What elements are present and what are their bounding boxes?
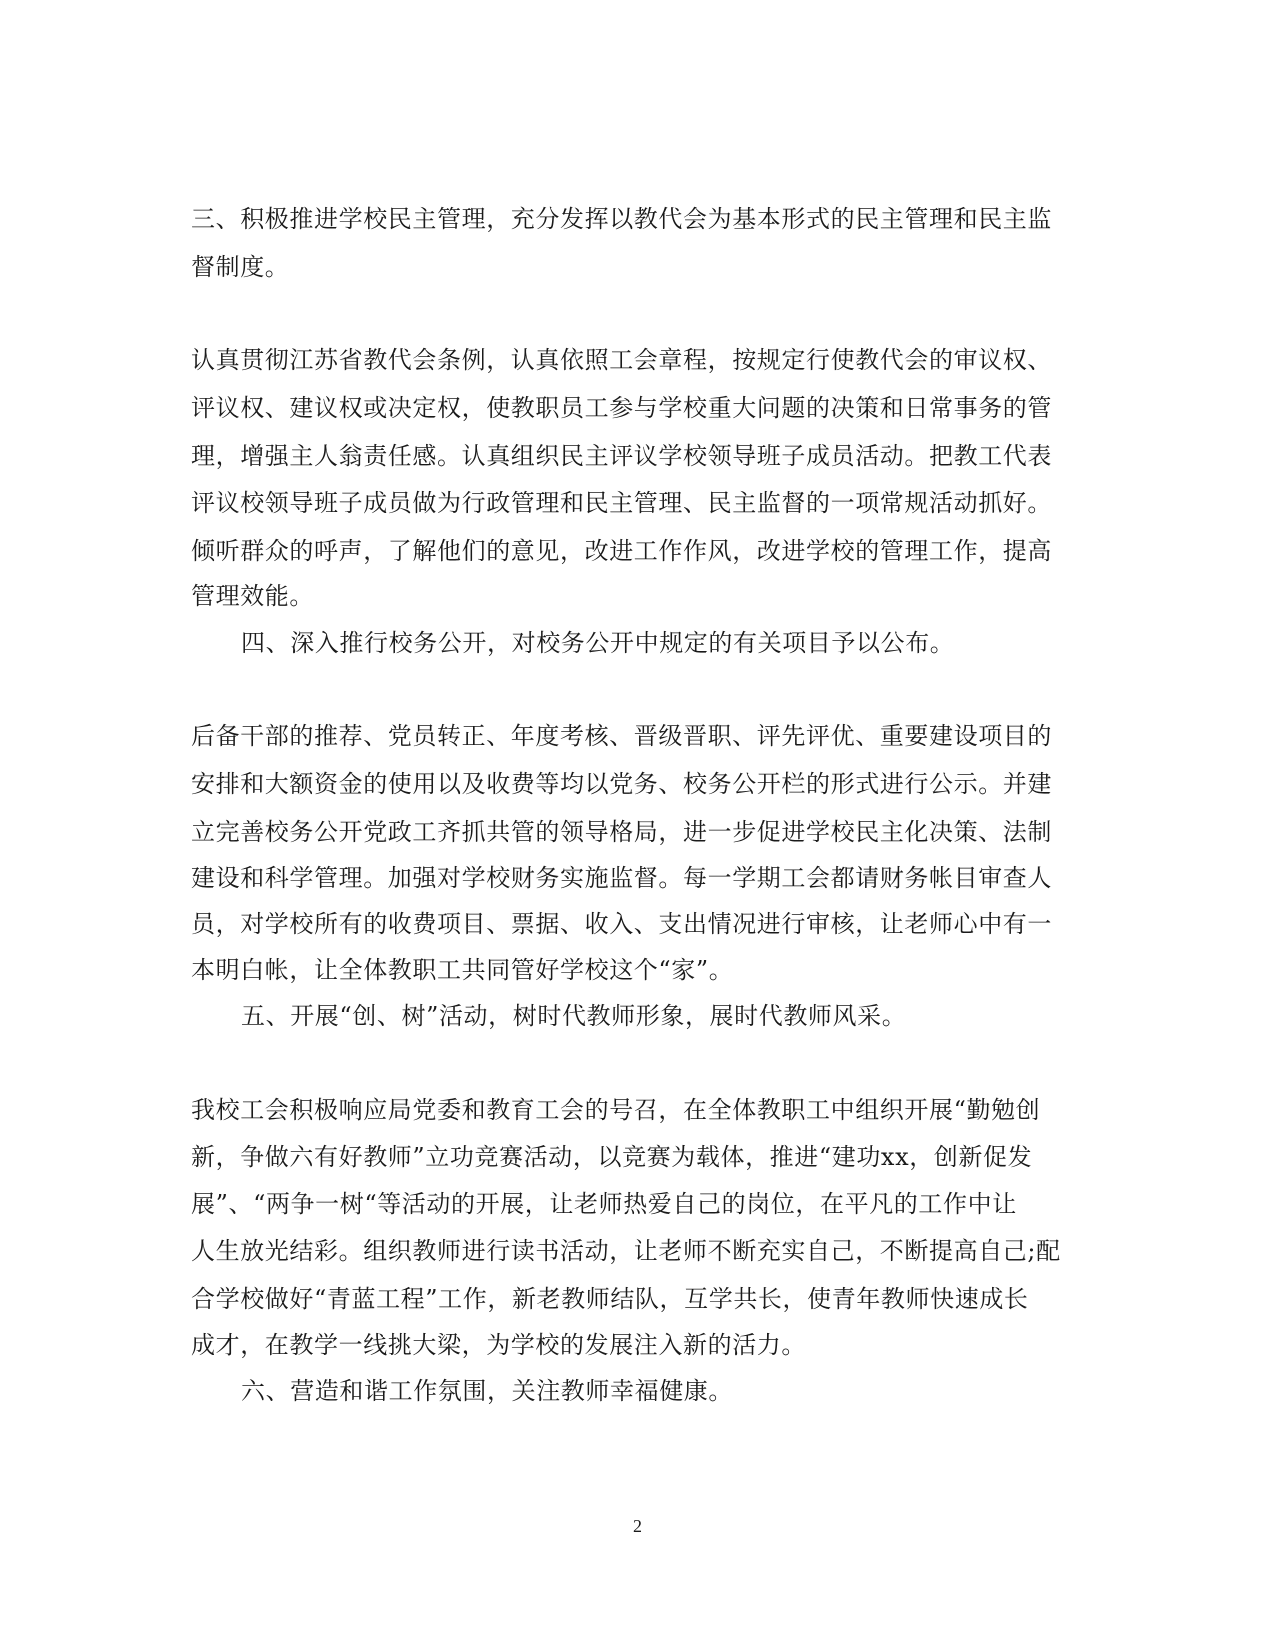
paragraph-line: 倾听群众的呼声，了解他们的意见，改进工作作风，改进学校的管理工作，提高 bbox=[191, 537, 1052, 565]
paragraph-line: 成才，在教学一线挑大梁，为学校的发展注入新的活力。 bbox=[191, 1331, 806, 1359]
paragraph-line: 管理效能。 bbox=[191, 582, 314, 610]
section-3-heading-line-1: 三、积极推进学校民主管理，充分发挥以教代会为基本形式的民主管理和民主监 bbox=[191, 205, 1052, 233]
paragraph-line: 评议校领导班子成员做为行政管理和民主管理、民主监督的一项常规活动抓好。 bbox=[191, 489, 1052, 517]
paragraph-line: 人生放光结彩。组织教师进行读书活动，让老师不断充实自己，不断提高自己;配 bbox=[191, 1237, 1061, 1265]
section-6-heading: 六、营造和谐工作氛围，关注教师幸福健康。 bbox=[241, 1377, 733, 1405]
paragraph-line: 展”、“两争一树“等活动的开展，让老师热爱自己的岗位，在平凡的工作中让 bbox=[191, 1190, 1017, 1218]
paragraph-line: 立完善校务公开党政工齐抓共管的领导格局，进一步促进学校民主化决策、法制 bbox=[191, 818, 1052, 846]
paragraph-line: 后备干部的推荐、党员转正、年度考核、晋级晋职、评先评优、重要建设项目的 bbox=[191, 722, 1052, 750]
paragraph-line: 合学校做好“青蓝工程”工作，新老教师结队，互学共长，使青年教师快速成长 bbox=[191, 1285, 1029, 1313]
section-5-heading: 五、开展“创、树”活动，树时代教师形象，展时代教师风采。 bbox=[241, 1002, 907, 1030]
paragraph-line: 认真贯彻江苏省教代会条例，认真依照工会章程，按规定行使教代会的审议权、 bbox=[191, 346, 1052, 374]
page-number: 2 bbox=[633, 1516, 642, 1536]
paragraph-line: 员，对学校所有的收费项目、票据、收入、支出情况进行审核，让老师心中有一 bbox=[191, 910, 1052, 938]
paragraph-line: 理，增强主人翁责任感。认真组织民主评议学校领导班子成员活动。把教工代表 bbox=[191, 442, 1052, 470]
section-4-heading: 四、深入推行校务公开，对校务公开中规定的有关项目予以公布。 bbox=[241, 629, 955, 657]
paragraph-line: 评议权、建议权或决定权，使教职员工参与学校重大问题的决策和日常事务的管 bbox=[191, 394, 1052, 422]
paragraph-line: 本明白帐，让全体教职工共同管好学校这个“家”。 bbox=[191, 956, 734, 984]
section-3-heading-line-2: 督制度。 bbox=[191, 253, 290, 281]
paragraph-line: 建设和科学管理。加强对学校财务实施监督。每一学期工会都请财务帐目审查人 bbox=[191, 864, 1052, 892]
paragraph-line: 安排和大额资金的使用以及收费等均以党务、校务公开栏的形式进行公示。并建 bbox=[191, 770, 1052, 798]
paragraph-line: 新，争做六有好教师”立功竞赛活动，以竞赛为载体，推进“建功xx，创新促发 bbox=[191, 1143, 1033, 1171]
paragraph-line: 我校工会积极响应局党委和教育工会的号召，在全体教职工中组织开展“勤勉创 bbox=[191, 1096, 1041, 1124]
